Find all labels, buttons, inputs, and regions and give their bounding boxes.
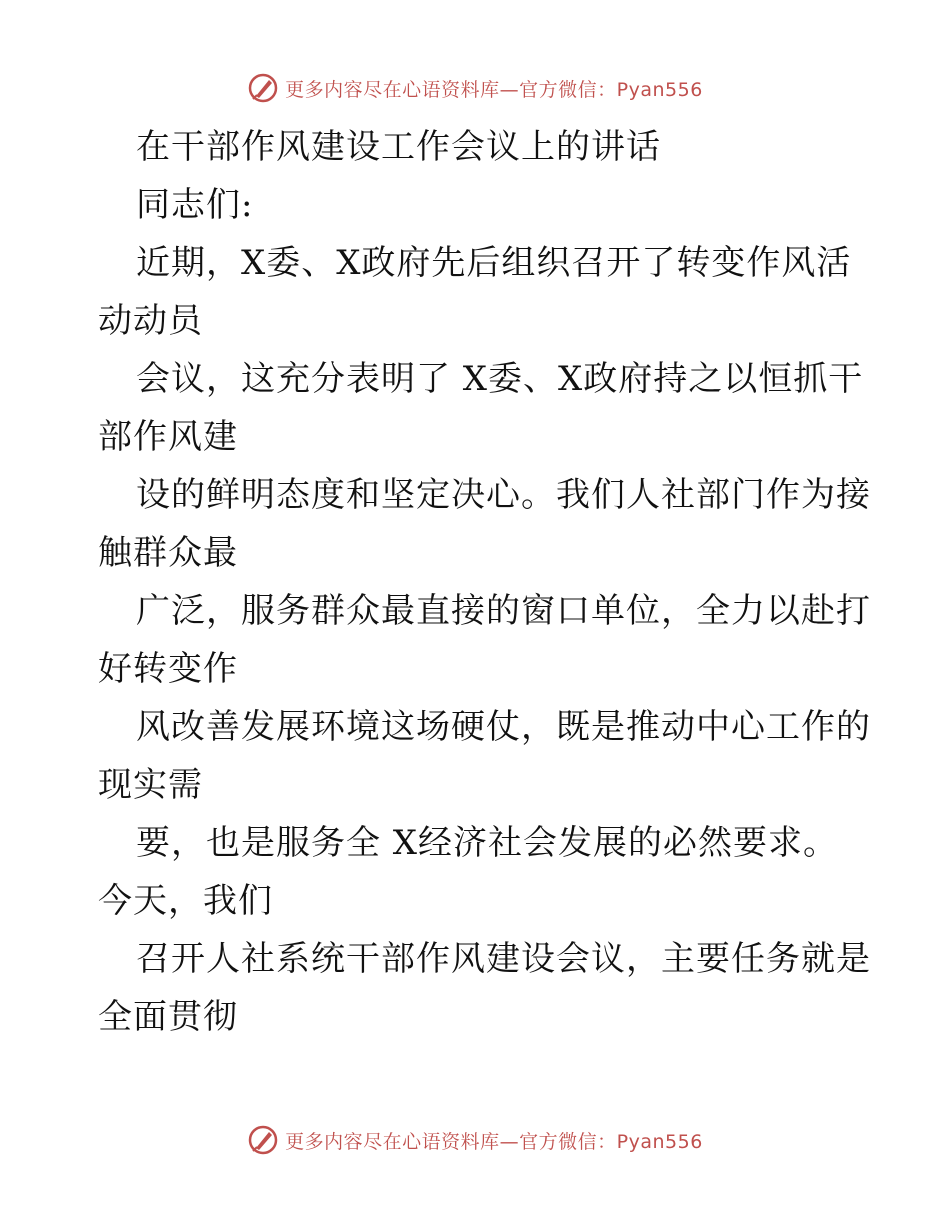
body-line: 触群众最	[98, 533, 238, 573]
footer-banner-text[interactable]: 更多内容尽在心语资料库—官方微信：Pyan556	[285, 1130, 703, 1153]
header-banner-text[interactable]: 更多内容尽在心语资料库—官方微信：Pyan556	[285, 78, 703, 101]
footer-banner	[0, 1124, 950, 1156]
body-line: 好转变作	[98, 649, 238, 689]
body-line: 会议，这充分表明了 X委、X政府持之以恒抓干	[136, 359, 864, 399]
body-line: 设的鲜明态度和坚定决心。我们人社部门作为接	[136, 475, 871, 515]
body-line: 召开人社系统干部作风建设会议，主要任务就是	[136, 939, 871, 979]
body-line: 近期，X委、X政府先后组织召开了转变作风活	[136, 243, 852, 283]
body-line: 部作风建	[98, 417, 238, 457]
body-line: 全面贯彻	[98, 997, 238, 1037]
salutation: 同志们:	[136, 185, 254, 225]
body-line: 要，也是服务全 X经济社会发展的必然要求。	[136, 823, 839, 863]
document-body	[98, 118, 871, 1046]
body-line: 现实需	[98, 765, 203, 805]
body-line: 广泛，服务群众最直接的窗口单位，全力以赴打	[136, 591, 871, 631]
body-line: 风改善发展环境这场硬仗，既是推动中心工作的	[136, 707, 871, 747]
body-line: 动动员	[98, 301, 203, 341]
document-title: 在干部作风建设工作会议上的讲话	[136, 127, 661, 167]
quill-logo-icon	[247, 72, 279, 104]
quill-logo-icon	[247, 1124, 279, 1156]
body-line: 今天，我们	[98, 881, 273, 921]
header-banner	[0, 72, 950, 104]
